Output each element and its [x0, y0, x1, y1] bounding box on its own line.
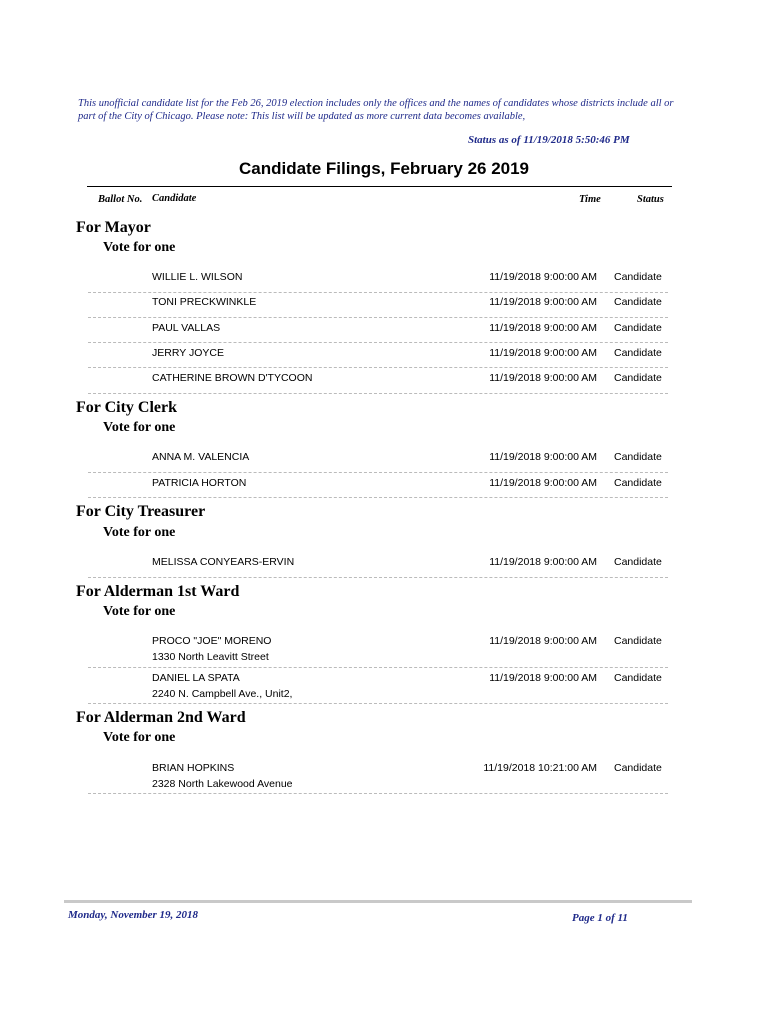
filing-status: Candidate — [614, 296, 662, 308]
disclaimer-text: This unofficial candidate list for the Feb 26, 2019 election includes only the offices and the names of candidates whose districts include all or part of the City of Chicago. Please note: This list will be updated as more current data becomes available, — [78, 98, 674, 122]
page-title: Candidate Filings, February 26 2019 — [238, 159, 530, 178]
filing-time: 11/19/2018 10:21:00 AM — [483, 762, 597, 774]
office-heading-city-clerk: For City Clerk — [76, 399, 178, 416]
office-heading-mayor: For Mayor — [76, 219, 151, 236]
filing-time: 11/19/2018 9:00:00 AM — [489, 347, 597, 359]
candidate-row — [0, 347, 768, 367]
row-divider — [88, 472, 668, 473]
row-divider — [88, 703, 668, 704]
row-divider — [88, 292, 668, 293]
filing-time: 11/19/2018 9:00:00 AM — [489, 296, 597, 308]
filing-status: Candidate — [614, 347, 662, 359]
row-divider — [88, 497, 668, 498]
filing-status: Candidate — [614, 372, 662, 384]
filing-time: 11/19/2018 9:00:00 AM — [489, 451, 597, 463]
candidate-name: ANNA M. VALENCIA — [152, 451, 250, 463]
candidate-name: TONI PRECKWINKLE — [152, 296, 257, 308]
candidate-row — [0, 762, 768, 796]
filing-time: 11/19/2018 9:00:00 AM — [489, 477, 597, 489]
filing-status: Candidate — [614, 477, 662, 489]
row-divider — [88, 577, 668, 578]
column-header-ballot-no: Ballot No. — [98, 194, 143, 205]
filing-time: 11/19/2018 9:00:00 AM — [489, 635, 597, 647]
filing-time: 11/19/2018 9:00:00 AM — [489, 372, 597, 384]
candidate-row — [0, 322, 768, 342]
office-heading-alderman-1st-ward: For Alderman 1st Ward — [76, 583, 240, 600]
candidate-name: PROCO "JOE" MORENO — [152, 635, 272, 647]
filing-status: Candidate — [614, 672, 662, 684]
column-header-status: Status — [637, 194, 664, 205]
filing-status: Candidate — [614, 271, 662, 283]
filing-status: Candidate — [614, 762, 662, 774]
candidate-name: JERRY JOYCE — [152, 347, 224, 359]
row-divider — [88, 393, 668, 394]
filing-time: 11/19/2018 9:00:00 AM — [489, 322, 597, 334]
vote-for-label: Vote for one — [103, 420, 176, 435]
header-divider — [87, 186, 672, 187]
row-divider — [88, 667, 668, 668]
footer-date: Monday, November 19, 2018 — [68, 909, 199, 921]
vote-for-label: Vote for one — [103, 730, 176, 745]
candidate-address: 2240 N. Campbell Ave., Unit2, — [152, 688, 293, 700]
filing-time: 11/19/2018 9:00:00 AM — [489, 556, 597, 568]
filing-time: 11/19/2018 9:00:00 AM — [489, 271, 597, 283]
office-heading-alderman-2nd-ward: For Alderman 2nd Ward — [76, 709, 246, 726]
row-divider — [88, 367, 668, 368]
candidate-row — [0, 271, 768, 291]
candidate-row — [0, 451, 768, 471]
candidate-row — [0, 477, 768, 497]
row-divider — [88, 317, 668, 318]
footer-divider — [64, 900, 692, 903]
filing-status: Candidate — [614, 556, 662, 568]
candidate-address: 2328 North Lakewood Avenue — [152, 778, 293, 790]
candidate-name: DANIEL LA SPATA — [152, 672, 240, 684]
candidate-name: WILLIE L. WILSON — [152, 271, 243, 283]
vote-for-label: Vote for one — [103, 525, 176, 540]
candidate-row — [0, 556, 768, 576]
page-number: Page 1 of 11 — [572, 912, 628, 924]
candidate-name: PATRICIA HORTON — [152, 477, 247, 489]
column-header-time: Time — [579, 194, 601, 205]
row-divider — [88, 793, 668, 794]
filing-status: Candidate — [614, 635, 662, 647]
candidate-name: PAUL VALLAS — [152, 322, 221, 334]
candidate-row — [0, 672, 768, 706]
candidate-name: MELISSA CONYEARS-ERVIN — [152, 556, 295, 568]
candidate-name: CATHERINE BROWN D'TYCOON — [152, 372, 313, 384]
filing-status: Candidate — [614, 451, 662, 463]
filing-time: 11/19/2018 9:00:00 AM — [489, 672, 597, 684]
candidate-row — [0, 296, 768, 316]
candidate-name: BRIAN HOPKINS — [152, 762, 235, 774]
row-divider — [88, 342, 668, 343]
candidate-row — [0, 372, 768, 392]
vote-for-label: Vote for one — [103, 240, 176, 255]
candidate-row — [0, 635, 768, 669]
candidate-address: 1330 North Leavitt Street — [152, 651, 269, 663]
column-header-candidate: Candidate — [152, 193, 197, 204]
office-heading-city-treasurer: For City Treasurer — [76, 503, 206, 520]
status-timestamp: Status as of 11/19/2018 5:50:46 PM — [468, 134, 630, 146]
filing-status: Candidate — [614, 322, 662, 334]
vote-for-label: Vote for one — [103, 604, 176, 619]
